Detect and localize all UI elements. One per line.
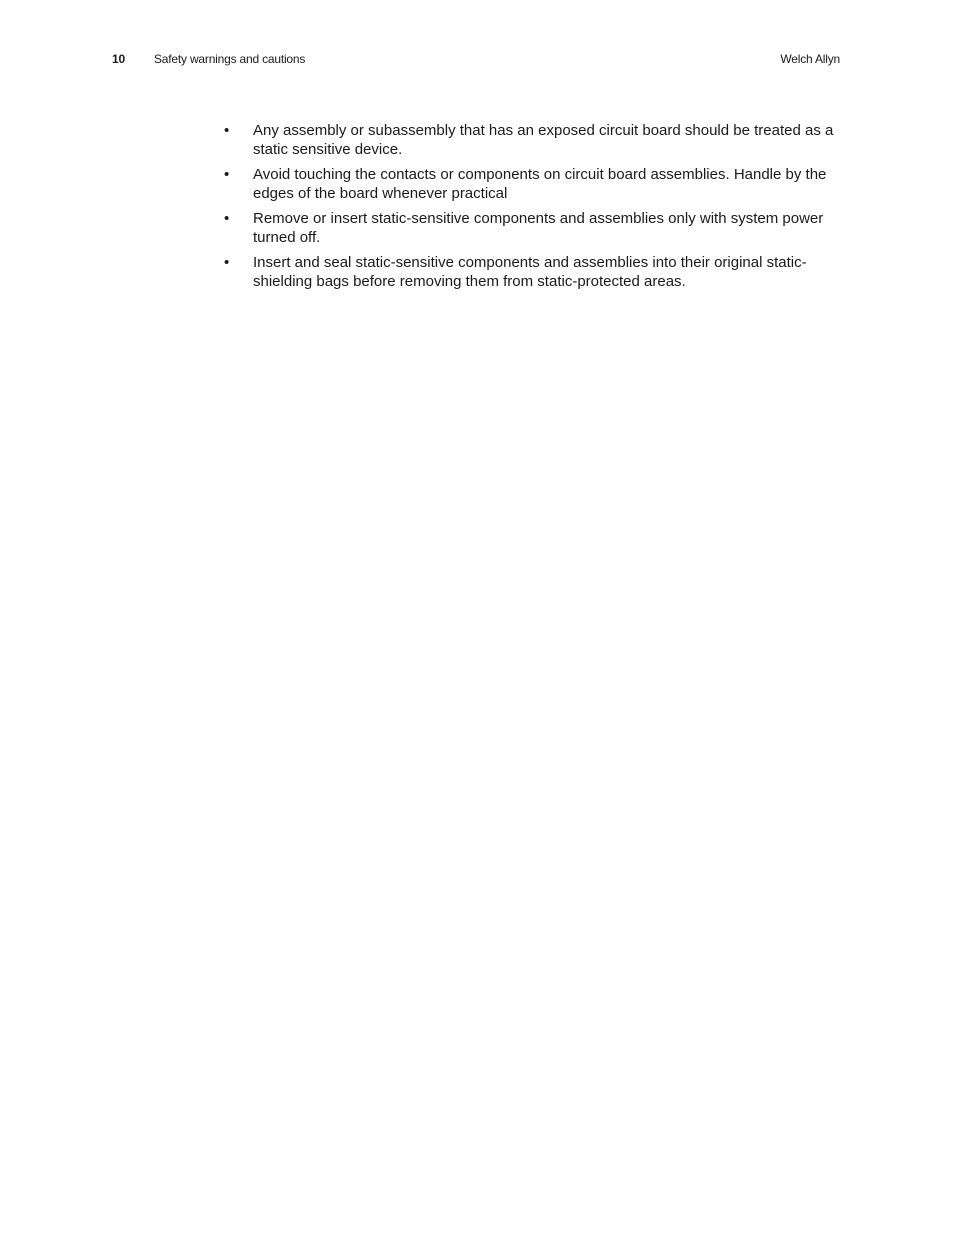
list-item [224, 209, 844, 247]
list-item-text: Remove or insert static-sensitive components and assemblies only with system power turned off. [253, 210, 824, 246]
list-item-text: Avoid touching the contacts or components on circuit board assemblies. Handle by the edges of the board whenever practical [253, 166, 827, 202]
list-item [224, 253, 844, 291]
list-item-text: Insert and seal static-sensitive components and assemblies into their original static-shielding bags before removing them from static-protected areas. [253, 254, 807, 290]
bullet-marker: • [224, 122, 230, 139]
bullet-marker: • [224, 254, 230, 271]
section-title: Safety warnings and cautions [154, 52, 306, 66]
list-item [224, 121, 844, 159]
bullet-list [224, 121, 844, 297]
page-header [112, 52, 840, 70]
bullet-marker: • [224, 210, 230, 227]
bullet-marker: • [224, 166, 230, 183]
page-number: 10 [112, 52, 125, 66]
list-item [224, 165, 844, 203]
brand-name: Welch Allyn [780, 52, 840, 66]
list-item-text: Any assembly or subassembly that has an exposed circuit board should be treated as a static sensitive device. [253, 122, 834, 158]
